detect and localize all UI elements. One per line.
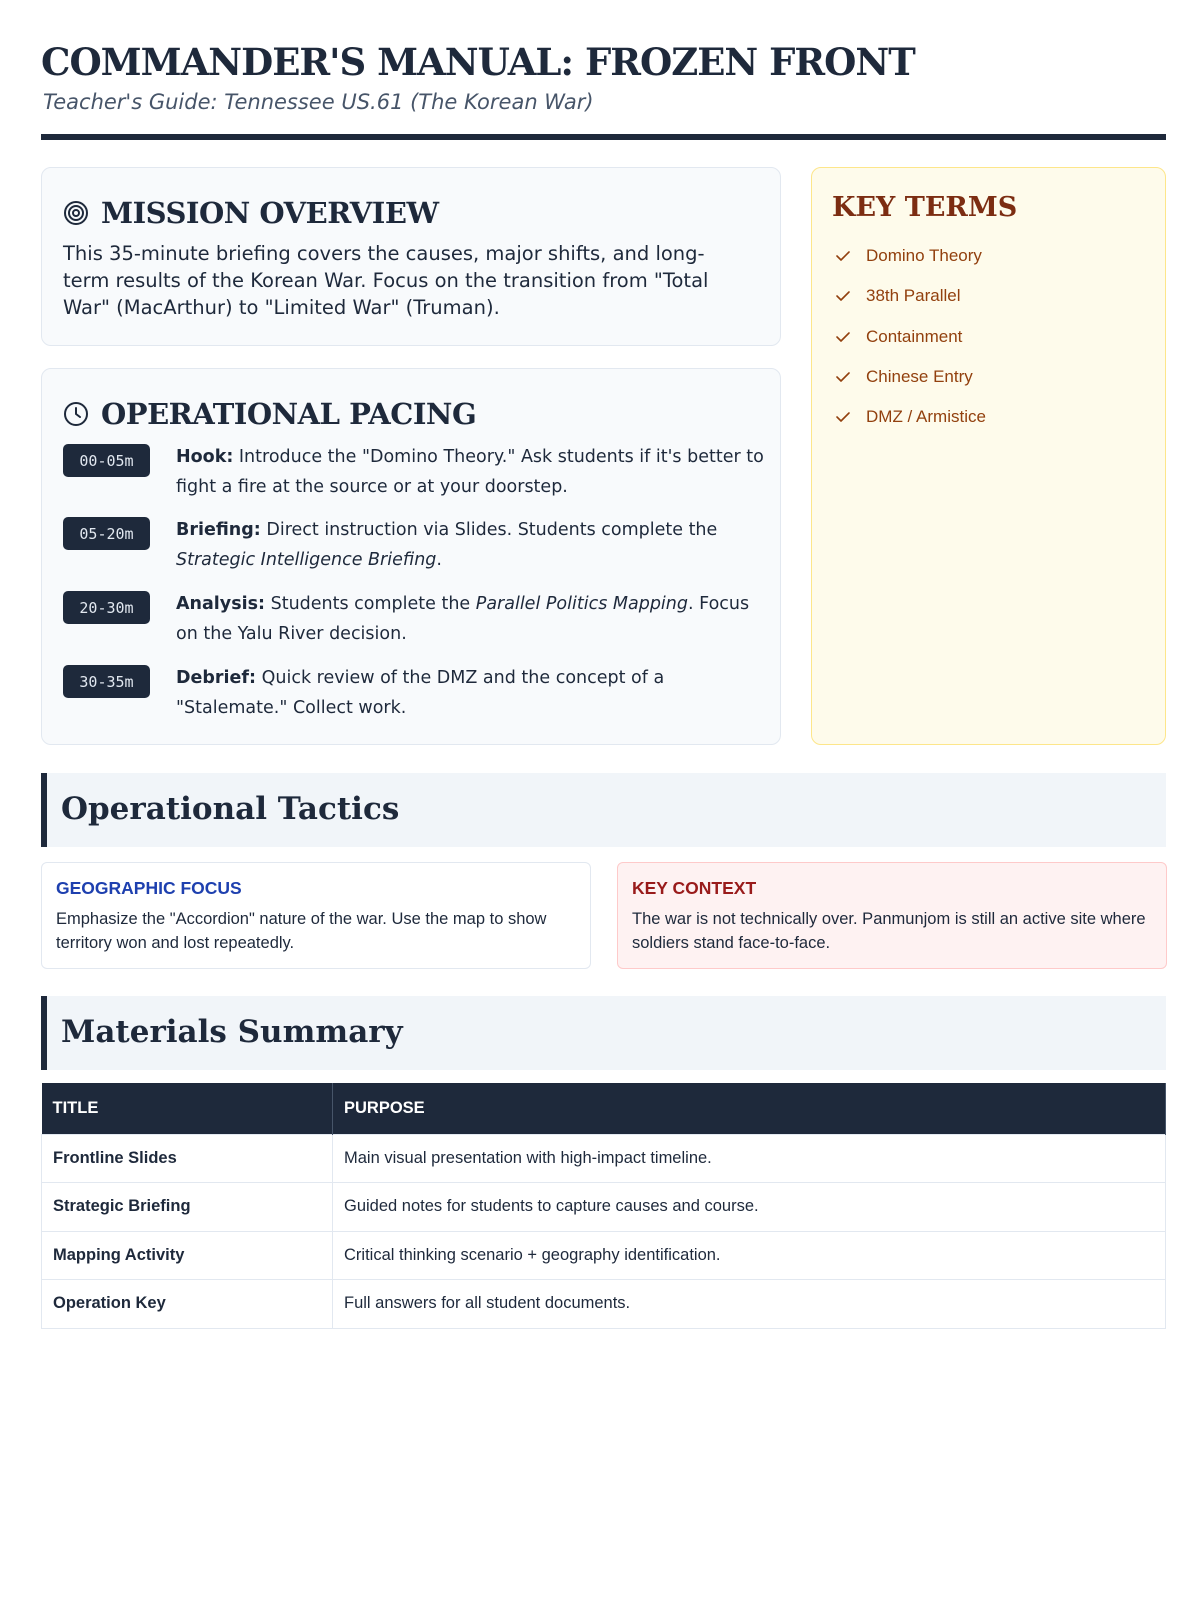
mission-overview-text: This 35-minute briefing covers the causes, major shifts, and long-term results of the Korean War. Focus on the transition from "Total War" (MacArthur) to "Limited War" (Truman). — [63, 242, 709, 319]
clock-icon — [63, 401, 89, 427]
key-terms-heading: KEY TERMS — [832, 192, 1018, 223]
material-title: Strategic Briefing — [42, 1183, 333, 1232]
section-heading: Materials Summary — [61, 1014, 403, 1050]
material-purpose: Critical thinking scenario + geography identification. — [333, 1231, 1166, 1280]
page-subtitle: Teacher's Guide: Tennessee US.61 (The Korean War) — [43, 90, 594, 114]
mission-overview-card — [41, 167, 781, 346]
check-icon — [834, 408, 852, 426]
materials-summary-header — [41, 996, 1166, 1070]
page-title: COMMANDER'S MANUAL: FROZEN FRONT — [41, 40, 915, 84]
time-badge: 30-35m — [63, 665, 150, 698]
geographic-focus-title: GEOGRAPHIC FOCUS — [56, 878, 242, 898]
material-title: Mapping Activity — [42, 1231, 333, 1280]
pacing-description: Briefing: Direct instruction via Slides. Students complete the Strategic Intelligence Briefing. — [176, 520, 718, 570]
check-icon — [834, 368, 852, 386]
mission-overview-heading: MISSION OVERVIEW — [101, 196, 439, 230]
check-icon — [834, 328, 852, 346]
key-term-item: DMZ / Armistice — [834, 407, 986, 427]
material-purpose: Main visual presentation with high-impact timeline. — [333, 1134, 1166, 1183]
material-purpose: Full answers for all student documents. — [333, 1280, 1166, 1329]
target-icon — [63, 200, 89, 226]
table-row — [42, 1134, 1166, 1183]
key-terms-panel — [811, 167, 1166, 745]
table-header-row — [42, 1083, 1166, 1134]
material-title: Frontline Slides — [42, 1134, 333, 1183]
time-badge: 20-30m — [63, 591, 150, 624]
key-context-card — [617, 862, 1167, 969]
pacing-description: Analysis: Students complete the Parallel Politics Mapping. Focus on the Yalu River decision. — [176, 594, 750, 644]
pacing-description: Hook: Introduce the "Domino Theory." Ask students if it's better to fight a fire at the source or at your doorstep. — [176, 447, 764, 497]
check-icon — [834, 287, 852, 305]
operational-pacing-card — [41, 368, 781, 745]
column-header-purpose: PURPOSE — [333, 1083, 1166, 1134]
operational-pacing-heading: OPERATIONAL PACING — [101, 397, 477, 431]
geographic-focus-text: Emphasize the "Accordion" nature of the war. Use the map to show territory won and lost repeatedly. — [56, 910, 547, 952]
materials-table — [41, 1083, 1166, 1329]
check-icon — [834, 247, 852, 265]
table-row — [42, 1231, 1166, 1280]
key-term-item: Domino Theory — [834, 246, 982, 266]
key-context-text: The war is not technically over. Panmunjom is still an active site where soldiers stand face-to-face. — [632, 910, 1146, 952]
key-term-item: 38th Parallel — [834, 286, 961, 306]
key-term-item: Containment — [834, 327, 962, 347]
material-purpose: Guided notes for students to capture causes and course. — [333, 1183, 1166, 1232]
material-title: Operation Key — [42, 1280, 333, 1329]
geographic-focus-card — [41, 862, 591, 969]
table-row — [42, 1183, 1166, 1232]
time-badge: 00-05m — [63, 444, 150, 477]
time-badge: 05-20m — [63, 517, 150, 550]
column-header-title: TITLE — [42, 1083, 333, 1134]
pacing-description: Debrief: Quick review of the DMZ and the concept of a "Stalemate." Collect work. — [176, 668, 665, 718]
key-term-item: Chinese Entry — [834, 367, 973, 387]
section-heading: Operational Tactics — [61, 791, 400, 827]
header-divider — [41, 134, 1166, 140]
key-context-title: KEY CONTEXT — [632, 878, 757, 898]
table-row — [42, 1280, 1166, 1329]
operational-tactics-header — [41, 773, 1166, 847]
